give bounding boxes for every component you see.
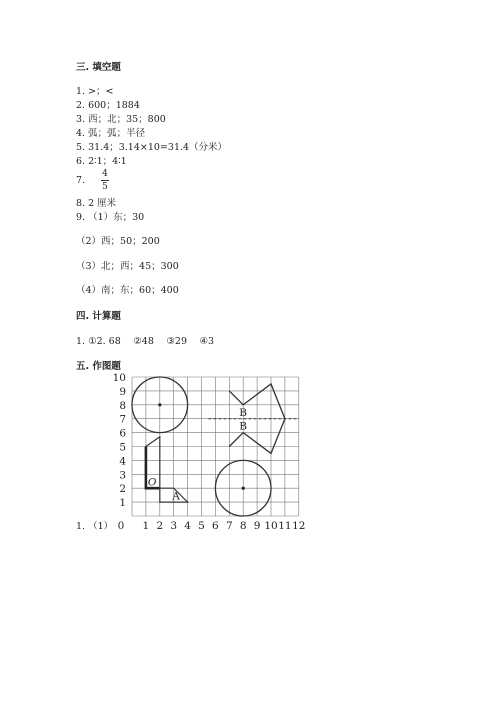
answer-line-9-1: 9. （1）东；30 xyxy=(76,212,145,223)
fraction-denominator: 5 xyxy=(102,182,108,192)
y-tick-label: 6 xyxy=(119,427,126,440)
x-tick-label: 11 xyxy=(278,520,292,532)
y-tick-label: 1 xyxy=(119,497,126,510)
x-tick-label: 8 xyxy=(239,520,247,532)
y-tick-label: 4 xyxy=(119,455,126,468)
answer-line-9-2: （2）西；50；200 xyxy=(76,236,160,247)
tick-labels xyxy=(113,372,306,532)
x-tick-label: 10 xyxy=(264,520,278,532)
section-3-heading: 三. 填空题 xyxy=(76,62,121,73)
circle-upper-center xyxy=(158,403,161,406)
y-tick-label: 10 xyxy=(112,372,126,384)
label-b-bottom: B xyxy=(239,420,247,433)
y-tick-label: 7 xyxy=(119,413,126,426)
y-tick-label: 2 xyxy=(119,483,126,496)
x-tick-label: 2 xyxy=(156,520,164,532)
y-tick-label: 3 xyxy=(119,469,126,482)
answer-line-4: 4. 弧；弧；半径 xyxy=(76,128,146,139)
x-tick-label: 5 xyxy=(198,520,205,532)
x-tick-label: 0 xyxy=(117,520,125,532)
x-tick-label: 7 xyxy=(225,520,233,532)
x-tick-label: 9 xyxy=(253,520,261,532)
section-4-heading: 四. 计算题 xyxy=(76,311,121,322)
fraction-numerator: 4 xyxy=(102,169,108,179)
answer-line-6: 6. 2∶1；4∶1 xyxy=(76,156,127,167)
x-tick-label: 6 xyxy=(212,520,219,532)
answer-line-1: 1. >；< xyxy=(76,86,114,97)
answer-line-9-4: （4）南；东；60；400 xyxy=(76,285,179,296)
section-5-heading: 五. 作图题 xyxy=(76,361,121,372)
y-tick-label: 9 xyxy=(119,385,126,398)
x-tick-label: 3 xyxy=(170,520,178,532)
x-tick-label: 12 xyxy=(292,520,306,532)
answer-line-9-3: （3）北；西；45；300 xyxy=(76,261,179,272)
label-o: O xyxy=(147,476,157,489)
figure-label: 1. （1） xyxy=(76,521,114,532)
answer-line-3: 3. 西；北；35；800 xyxy=(76,114,166,125)
answer-line-8: 8. 2 厘米 xyxy=(76,198,117,209)
x-tick-label: 1 xyxy=(142,520,150,532)
x-tick-label: 4 xyxy=(184,520,191,532)
y-tick-label: 8 xyxy=(119,399,126,412)
calc-answers: 1. ①2. 68 ②48 ③29 ④3 xyxy=(76,336,215,347)
circle-lower-center xyxy=(242,487,245,490)
label-a: A xyxy=(172,490,180,503)
answer-line-2: 2. 600；1884 xyxy=(76,100,140,111)
y-tick-label: 5 xyxy=(119,441,126,454)
label-b-top: B xyxy=(239,406,247,419)
answer-line-7-label: 7. xyxy=(76,175,86,186)
answer-line-5: 5. 31.4；3.14×10=31.4（分米） xyxy=(76,142,228,153)
